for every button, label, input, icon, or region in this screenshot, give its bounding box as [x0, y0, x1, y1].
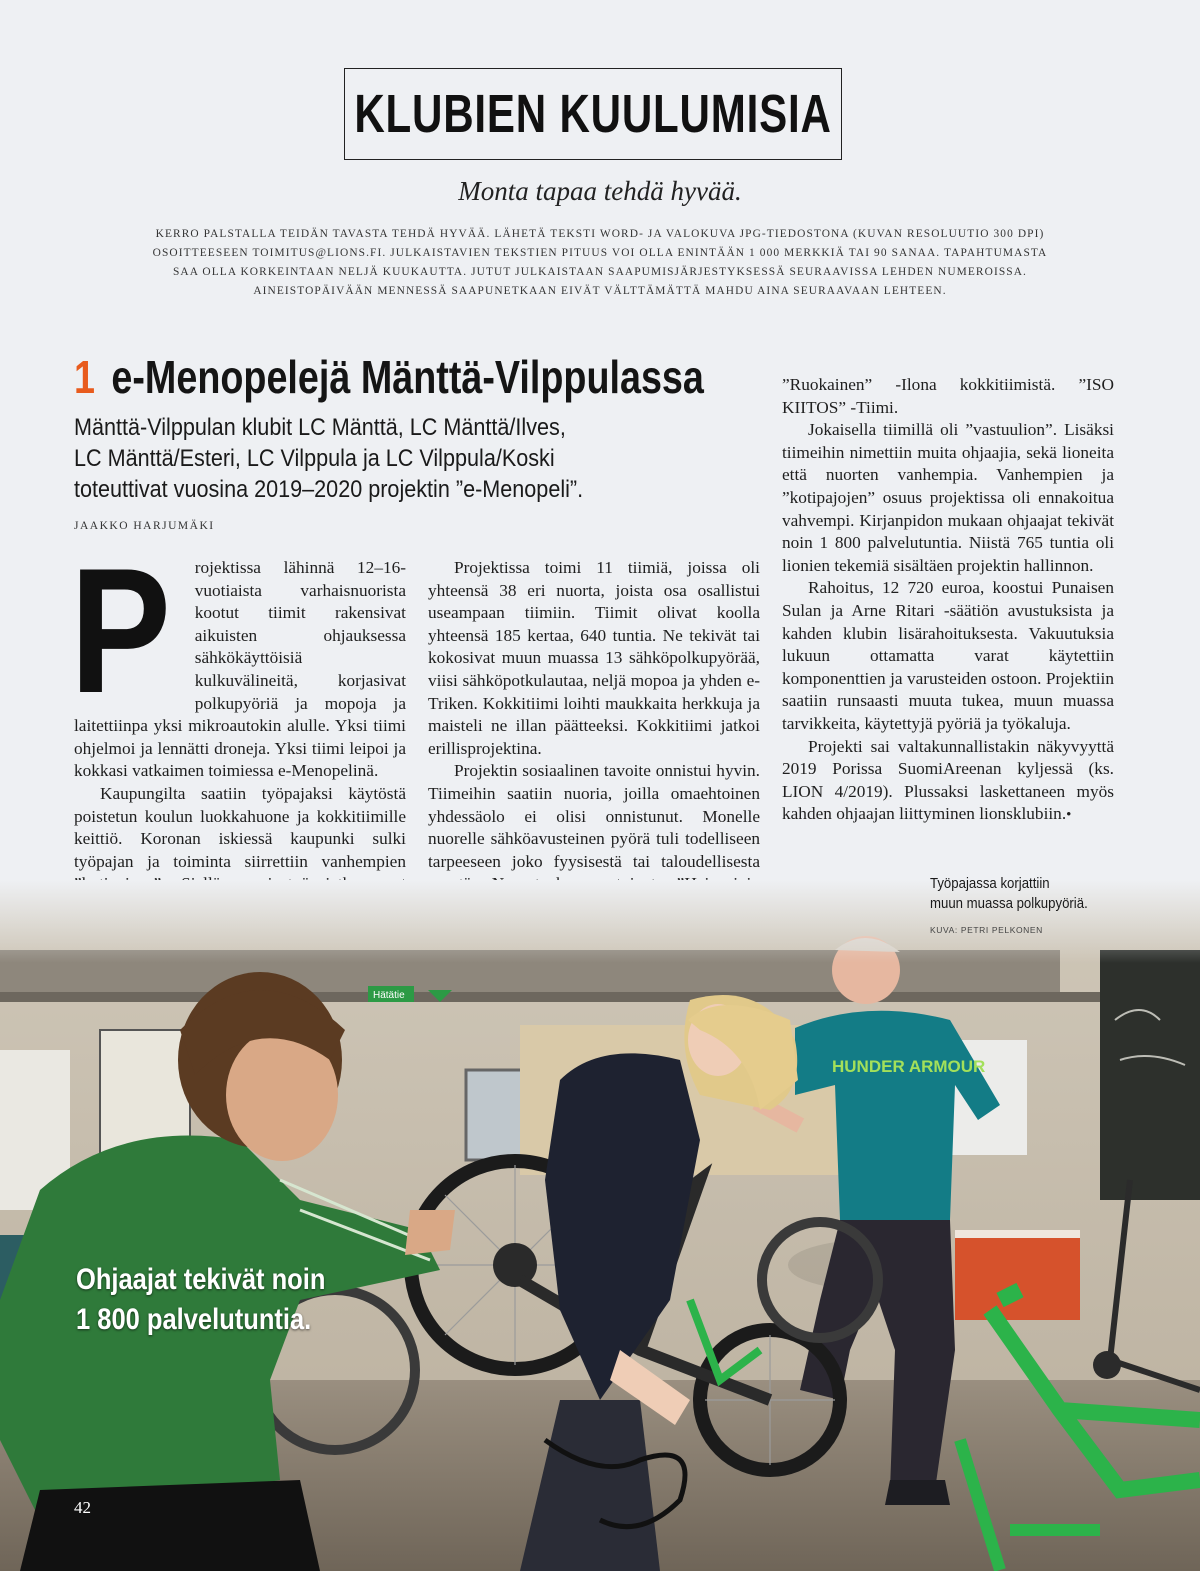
paragraph: Kaupungilta saatiin työpajaksi käytöstä poistetun koulun luokkahuone ja kokkitiimille keittiö. Koronan iskiessä kaupunki sulki työpajan ja toiminta siirrettiin vanhempien	[74, 783, 406, 871]
paragraph: Projektissa toimi 11 tiimiä, joissa oli yhteensä 38 eri nuorta, joista osa osallistui useampaan tiimiin. Tiimit olivat koolla yhteensä 185 kertaa, 640 tuntia. Ne tekivät tai kokosivat muun muassa 13 sähköpolkupyörää, viisi sähköpotkulautaa, neljä mopoa ja yhden e-Triken. Kokkitiimi loihti maukkaita herkkuja ja maisteli ne illan päätteeksi. Kokkitiimi jatkoi erillisprojektina.	[428, 558, 760, 758]
caption-line: muun muassa polkupyöriä.	[930, 895, 1088, 912]
lead-line: toteuttivat vuosina 2019–2020 projektin ”e-Menopeli”.	[74, 476, 584, 503]
page-number: 42	[74, 1498, 91, 1517]
caption-line: Työpajassa korjattiin	[930, 875, 1050, 892]
photo-credit: KUVA: PETRI PELKONEN	[930, 925, 1043, 935]
paragraph-text: Projekti sai valtakunnallistakin näkyvyyttä 2019 Porissa SuomiAreenan kyljessä (ks. LION 4/2019). Plussaksi laskettaneen myös kahden ohjaajan liittyminen lionsklubiin.	[782, 736, 1114, 824]
body-column-3	[782, 374, 1114, 827]
drop-cap: P	[70, 531, 171, 730]
section-subtitle: Monta tapaa tehdä hyvää.	[458, 176, 742, 206]
byline: JAAKKO HARJUMÄKI	[74, 520, 215, 532]
paragraph: Rahoitus, 12 720 euroa, koostui Punaisen Sulan ja Arne Ritari -säätiön avustuksista ja kahden klubin lisärahoituksesta. Vakuutuksia lukuun ottamatta varat käytettiin komponenttien ja varusteiden ostoon. Projektiin saatiin runsaasti muuta tukea, muun muassa tarvikkeita, käytettyjä pyöriä ja työkaluja.	[782, 578, 1114, 733]
submission-notice	[110, 225, 1090, 301]
paragraph	[782, 736, 1114, 827]
paragraph: Jokaisella tiimillä oli ”vastuulion”. Lisäksi tiimeihin nimettiin muita ohjaajia, sekä lioneita että nuorten vanhempia. Vanhempien ja ”kotipajojen” osuus projektissa oli ennakoitua vahvempi. Kirjanpidon mukaan ohjaajat tekivät noin 1 800 palvelutuntia. Niistä 765 tuntia oli lionien tekemiä sisältäen projektin hallinnon.	[782, 420, 1114, 575]
pull-quote-line: Ohjaajat tekivät noin	[76, 1263, 326, 1296]
photo-caption	[930, 874, 1088, 914]
article-number: 1	[74, 351, 95, 403]
lead-line: LC Mänttä/Esteri, LC Vilppula ja LC Vilppula/Koski	[74, 445, 555, 472]
lead-line: Mänttä-Vilppulan klubit LC Mänttä, LC Mänttä/Ilves,	[74, 414, 566, 441]
article-title-text: e-Menopelejä Mänttä-Vilppulassa	[111, 351, 704, 403]
notice-line: SAA OLLA KORKEINTAAN NELJÄ KUUKAUTTA. JUTUT JULKAISTAAN SAAPUMISJÄRJESTYKSESSÄ SEURAAVISSA LEHDEN NUMEROISSA.	[172, 266, 1027, 278]
notice-line: AINEISTOPÄIVÄÄN MENNESSÄ SAAPUNETKAAN EIVÄT VÄLTTÄMÄTTÄ MAHDU AINA SEURAAVAAN LEHTEEN.	[253, 285, 947, 297]
article-lead	[74, 412, 694, 505]
pull-quote-line: 1 800 palvelutuntia.	[76, 1303, 312, 1336]
paragraph: ”Ruokainen” -Ilona kokkitiimistä. ”ISO KIITOS” -Tiimi.	[782, 375, 1114, 417]
paragraph: Projektin sosiaalinen tavoite onnistui hyvin. Tiimeihin saatiin nuoria, joilla omaehtoinen yhdessäolo ei olisi onnistunut. Monelle nuorelle sähköavusteinen pyörä tuli todelliseen tarpeeseen joko fyysisestä tai taloudellisesta	[428, 761, 760, 871]
section-header-box	[344, 68, 842, 160]
notice-line: OSOITTEESEEN TOIMITUS@LIONS.FI. JULKAISTAVIEN TEKSTIEN PITUUS VOI OLLA ENINTÄÄN 1 000 MERKKIÄ TAI 90 SANAA. TAPAHTUMASTA	[152, 247, 1048, 259]
paragraph: rojektissa lähinnä 12–16-vuotiaista varhaisnuorista kootut tiimit rakensivat aikuisten ohjauksessa sähkökäyttöisiä kulkuvälineitä, korjasivat polkupyöriä ja mopoja ja laitettiinpa yksi mikroautokin alulle. Yksi tiimi ohjelmoi ja lennätti droneja. Yksi tiimi leipoi ja kokkasi vatkaimen toimiessa e-Menopelinä.	[74, 558, 406, 781]
workshop-photo-illustration	[0, 880, 1200, 1571]
workshop-photo	[0, 880, 1200, 1571]
section-title: KLUBIEN KUULUMISIA	[354, 84, 832, 144]
end-mark: •	[1066, 807, 1072, 824]
notice-line: KERRO PALSTALLA TEIDÄN TAVASTA TEHDÄ HYVÄÄ. LÄHETÄ TEKSTI WORD- JA VALOKUVA JPG-TIEDOSTONA (KUVAN RESOLUUTIO 300 DPI)	[155, 228, 1045, 240]
pull-quote	[76, 1260, 325, 1340]
article-title	[74, 350, 704, 404]
